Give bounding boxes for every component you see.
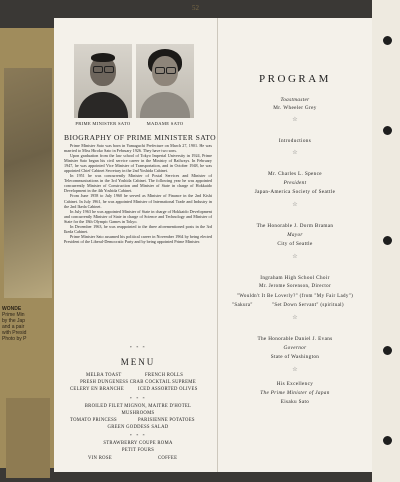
menu-item: PETIT FOURS (121, 448, 155, 453)
prime-minister-photo-caption: PRIME MINISTER SATO (75, 121, 131, 126)
binder-hole (383, 346, 392, 355)
bio-paragraph: In December 1963, he was reappointed to the three aforementioned posts in the 3rd Ikeda Cabinet. (64, 223, 212, 234)
program-song: "Sakura" (232, 303, 253, 308)
menu-item: STRAWBERRY COUPE ROMA (103, 441, 173, 446)
binder-hole (383, 126, 392, 135)
fold-line (217, 18, 218, 472)
menu-item: PARISIENNE POTATOES (138, 418, 195, 423)
scrapbook-clipping (0, 28, 54, 468)
menu-item: VIN ROSE (88, 456, 112, 461)
menu-item: COFFEE (158, 456, 178, 461)
page-number: 52 (192, 4, 199, 12)
star-divider: ☆ (292, 367, 298, 373)
clipping-photo (4, 68, 52, 298)
bio-paragraph: In July 1963 he was appointed Minister of State in charge of Hokkaido Development and concurrently Minister of State in charge of Science and Technology and Minister of State for the 18th Olympic Games in Tokyo. (64, 208, 212, 224)
program-name: Mr. Wheeler Grey (273, 105, 317, 111)
star-divider: ☆ (292, 117, 298, 123)
program-title: PROGRAM (259, 73, 331, 85)
program-org: State of Washington (270, 354, 320, 360)
program-name: Mr. Charles L. Spence (268, 171, 322, 177)
program-name: The Honorable Daniel J. Evans (257, 336, 333, 342)
program-name: Eisaku Sato (280, 399, 310, 405)
star-divider: ☆ (292, 315, 298, 321)
program-org: Japan-America Society of Seattle (254, 189, 336, 195)
binder-hole (383, 436, 392, 445)
program-role: President (283, 180, 307, 186)
menu-item: TOMATO PRINCESS (70, 418, 117, 423)
menu-item: CELERY EN BRANCHE (70, 387, 124, 392)
menu-item: ICED ASSORTED OLIVES (138, 387, 198, 392)
menu-title: MENU (120, 357, 156, 367)
clipping-lower-paper (6, 398, 50, 478)
program-role: Toastmaster (280, 97, 310, 103)
menu-item: MUSHROOMS (121, 411, 155, 416)
program-role: Mr. Jerome Sorenson, Director (259, 284, 331, 289)
program-song: "Wouldn't It Be Loverly?" (from "My Fair Lady") (236, 294, 354, 299)
menu-ornament: * * * (129, 433, 147, 438)
madame-sato-photo (136, 44, 194, 118)
clipping-caption (2, 306, 54, 342)
program-item: Introductions (278, 138, 312, 144)
menu-item: BROILED FILET MIGNON, MAITRE D'HOTEL (84, 404, 192, 409)
clipping-caption-line: Prime Min (2, 312, 25, 318)
section-ornament: * * * (129, 345, 147, 350)
program-role: The Prime Minister of Japan (260, 390, 330, 396)
bio-paragraph: Prime Minister Sato assumed his political career in November 1964 by being elected President of the Liberal-Democratic Party and by being appointed Prime Minister. (64, 233, 212, 244)
program-song: "Set Down Servant" (spiritual) (272, 303, 344, 308)
clipping-caption-line: and a pair (2, 324, 25, 330)
bio-paragraph: Upon graduation from the law school of Tokyo Imperial University in 1924, Prime Minister Sato began his civil service career in the Ministry of Railways. In February 1947, he was appointed Vice Minister of Transportation, and in October 1948, he was appointed Chief Cabinet Secretary in the 2nd Yoshida Cabinet. (64, 153, 212, 174)
madame-sato-photo-caption: MADAME SATO (146, 121, 184, 126)
menu-item: FRENCH ROLLS (145, 373, 184, 378)
program-role: Mayor (287, 232, 303, 238)
biography-text (64, 143, 212, 244)
binder-hole (383, 36, 392, 45)
clipping-caption-line: with Presid (2, 330, 27, 336)
bio-paragraph: Prime Minister Sato was born in Yamaguchi Prefecture on March 27, 1901. He was married to Miss Hiroko Sato in February 1926. They have two sons. (64, 143, 212, 154)
program-org: City of Seattle (277, 241, 313, 247)
bio-paragraph: From June 1958 to July 1960 he served as Minister of Finance in the 2nd Kishi Cabinet. In July 1961, he was appointed Minister of International Trade and Industry in the 2nd Ikeda Cabinet. (64, 193, 212, 209)
menu-item: GREEN GODDESS SALAD (107, 425, 169, 430)
binder-hole (383, 236, 392, 245)
menu-ornament: * * * (129, 396, 147, 401)
star-divider: ☆ (292, 150, 298, 156)
menu-item: PRESH DUNGENESS CRAB COCKTAIL SUPREME (80, 380, 196, 385)
biography-title: BIOGRAPHY OF PRIME MINISTER SATO (64, 133, 217, 142)
program-name: His Excellency (276, 381, 314, 387)
star-divider: ☆ (292, 202, 298, 208)
bio-paragraph: In 1951 he was concurrently Minister of Postal Services and Minister of Telecommunications in the 3rd Yoshida Cabinet. The following year he was appointed concurrently Minister of Construction and Minister of State in charge of Hokkaido Development in the 4th Yoshida Cabinet. (64, 173, 212, 194)
clipping-caption-head: WONDE (2, 306, 22, 312)
clipping-caption-line: Photo by P (2, 336, 27, 342)
program-name: The Honorable J. Dorm Braman (256, 223, 334, 229)
star-divider: ☆ (292, 254, 298, 260)
program-name: Ingraham High School Choir (260, 275, 330, 281)
menu-item: MELBA TOAST (86, 373, 122, 378)
clipping-caption-line: by the Jap (2, 318, 26, 324)
prime-minister-photo (74, 44, 132, 118)
program-role: Governor (283, 345, 307, 351)
